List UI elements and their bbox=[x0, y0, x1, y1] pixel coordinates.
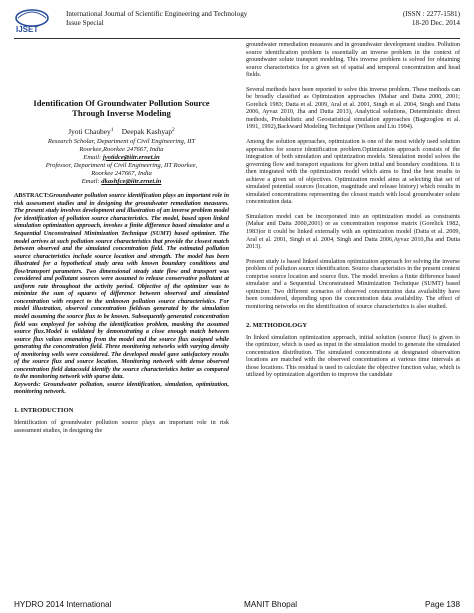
issn: (ISSN : 2277-1581) bbox=[402, 10, 460, 18]
abstract-text: Groundwater pollution source identification plays an important role in risk assessment studies and in designing the groundwater remediation measures. The present study involves development and illustration of an inverse problem model for identification of pollution source characteristics. The model, based upon linked simulation optimization approach, invokes a finite difference based simulator and a Sequential Unconstrained Minimization Technique (SUMT) based optimizer. The model arrives at such pollution source characteristics that provide the closest match between observed and the simulated concentration field. The estimated pollution source characteristics include source location and strength. The model has been illustrated for a hypothetical study area with known boundary conditions and flow/transport parameters. Two dimensional steady state flow and transport was considered and pollutant sources were assumed to release conservative pollutant at uniform rate throughout the activity period. Objective of the optimizer was to minimize the sum of squares of difference between observed and simulated concentration with respect to the unknown pollution source characteristics. For model illustration, observed concentration fieldwas generated by the simulation model assuming the source flux to be known. Subsequently generated concentration field was employed for solving the identification problem, masking the assumed source flux.Model is validated by demonstrating a close enough match between source flux values emanating from the model and the source flux assigned while generating the concentration field. Three monitoring networks with varying density of monitoring wells were considered. The developed model gave satisfactory results of the source flux and source location. Monitoring network with dense observed concentration field datacould identify the source characteristics better as compared to the monitoring network with sparse data. bbox=[14, 193, 229, 381]
abstract-label: ABSTRACT: bbox=[14, 193, 50, 200]
abstract bbox=[14, 193, 229, 382]
paragraph-5: Present study is based linked simulation optimization approach for solving the inverse problem of pollution source identification. Source characteristics in the present context comprise source location and source flux. The model invokes a finite difference based simulator and a Sequential Unconstrained Minimization Technique (SUMT) based optimizer. Two different scenarios of observed concentration data availability have been considered, depending upon the concentration data availability. The effect of monitoring networks on the identification of source characteristics is also studied. bbox=[246, 258, 460, 310]
paragraph-3: Among the solution approaches, optimization is one of the most widely used solution approaches for source identification problem.Optimization approach consists of the integration of both simulation and optimization models. Simulation model solves the governing flow and transport equations for given initial and boundary conditions. It is then integrated with the optimization model which aims to find the best results to achieve a given set of objectives. Optimization model aims at selecting that set of simulated potential sources (location, magnitude and release history) which results in simulated concentrations representing the closest match with local groundwater solute concentration data. bbox=[246, 139, 460, 206]
affiliation-2: Professor, Department of Civil Engineering, IIT Roorkee, Roorkee 247667, India bbox=[45, 161, 198, 178]
author-block bbox=[14, 126, 229, 186]
conference-name: HYDRO 2014 International bbox=[14, 600, 112, 609]
journal-info bbox=[66, 10, 316, 27]
right-column bbox=[246, 42, 460, 387]
issn-info bbox=[320, 10, 460, 27]
intro-paragraph: Identification of groundwater pollution source plays an important role in risk assessment studies, in designing the bbox=[14, 420, 229, 434]
paragraph-6: In linked simulation optimization approach, initial solution (source flux) is given to the optimizer, which is used as input in the simulation model to generate the simulated concentration distribution. The simulated concentrations at designated observation locations are matched with the observed concentrations at various time intervals at those locations. This residual is used to calculate the objective function value, which is utilized by optimization algorithm to improve the candidate bbox=[246, 334, 460, 379]
issue-date: 18-20 Dec. 2014 bbox=[411, 18, 460, 27]
author-2: Deepak Kashyap bbox=[121, 127, 173, 137]
page-header bbox=[14, 8, 460, 36]
paragraph-2: Several methods have been reported to solve this inverse problem. These methods can be broadly classified as Optimization approaches (Mahar and Datta 2000, 2001; Gorelick 1983; Datta et al. 2009, Aral et al. 2001, Singh et al. 2004, Singh and Datta 2006, Ayvaz 2010, Jha and Dutta 2013), Analytical solutions, Deterministic direct methods, Probabilistic and Geostatistical simulation approaches (Bagtzoglou et al. 1991, 1992),Backward Modeling Technique (Wilson and Liu 1994). bbox=[246, 86, 460, 131]
paragraph-4: Simulation model can be incorporated into an optimization model as constraints (Mahar and Datta 2000,2001) or as concentration response matrix (Gorelick 1982, 1983)or it could be linked externally with an optimization model (Datta et al. 2009, Aral et al. 2001, Singh et al. 2004, Singh and Datta 2006,Ayvaz 2010,Jha and Dutta 2013). bbox=[246, 213, 460, 251]
email-1-line: Email: jyotidce@iitr.ernet.in bbox=[83, 153, 160, 161]
intro-heading: 1. INTRODUCTION bbox=[14, 407, 74, 415]
page-number: Page 138 bbox=[424, 600, 460, 609]
header-rule bbox=[14, 38, 460, 39]
paper-title: Identification Of Groundwater Pollution Source Through Inverse Modeling bbox=[33, 98, 210, 119]
ijset-logo bbox=[14, 8, 58, 34]
email-1-link[interactable]: jyotidce@iitr.ernet.in bbox=[102, 153, 160, 161]
left-column bbox=[14, 42, 229, 442]
paragraph-1: groundwater remediation measures and in groundwater development studies. Pollution source identification problem is essentially an inverse problem in the context of groundwater solute transport modeling. This inverse problem is solved for obtaining source characteristics for a given set of spatial and temporal concentration and head fields. bbox=[246, 42, 460, 79]
affiliation-1: Research Scholar, Department of Civil Engineering, IIT Roorkee,Roorkee 247667, India bbox=[47, 137, 196, 153]
logo-text: IJSET bbox=[16, 25, 39, 34]
issue-label: Issue Special bbox=[66, 18, 104, 27]
author-1: Jyoti Chaubey bbox=[68, 127, 111, 137]
venue: MANIT Bhopal bbox=[244, 600, 298, 609]
author-names: Jyoti Chaubey$^1$ Deepak Kashyap$^2$ bbox=[68, 127, 175, 137]
journal-name: International Journal of Scientific Engineering and Technology bbox=[66, 10, 248, 18]
email-2-line: Email: dkashfce@iitr.ernet.in bbox=[81, 178, 162, 186]
email-2-link[interactable]: dkashfce@iitr.ernet.in bbox=[101, 178, 162, 186]
methodology-heading: 2. METHODOLOGY bbox=[246, 321, 308, 329]
keywords: Keywords: Groundwater pollution, source identification, simulation, optimization, monitoring network. bbox=[14, 381, 229, 396]
